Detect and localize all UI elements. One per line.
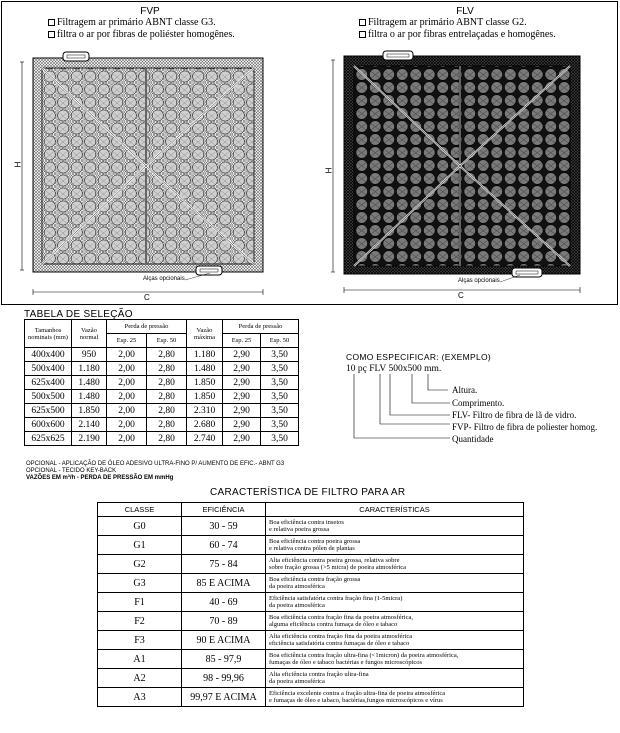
description-cell	[266, 517, 524, 536]
selection-cell: 2,80	[147, 376, 187, 390]
characteristics-title: CARACTERÍSTICA DE FILTRO PARA AR	[210, 487, 406, 498]
description-cell	[266, 688, 524, 707]
flv-dim-h: H	[324, 167, 334, 174]
selection-cell: 1.850	[72, 404, 107, 418]
selection-cell: 2,90	[223, 362, 261, 376]
selection-cell: 3,50	[261, 348, 299, 362]
selection-cell: 2,80	[147, 390, 187, 404]
selection-cell: 3,50	[261, 390, 299, 404]
characteristics-row	[98, 593, 524, 612]
selection-cell: 1.480	[72, 376, 107, 390]
description-cell	[266, 593, 524, 612]
col-esp50: Esp. 50	[147, 334, 187, 348]
spec-leader-lines	[340, 372, 460, 447]
col-flow-normal: Vazão normal	[72, 320, 107, 348]
description-line: Alta eficiência contra poeira grossa, relativa sobre	[269, 556, 400, 564]
efficiency-cell: 85 E ACIMA	[182, 574, 266, 593]
fvp-filter-drawing	[20, 52, 263, 295]
selection-cell: 2,00	[107, 376, 147, 390]
fvp-spec-line-2: filtra o ar por fibras de poliéster homogênes.	[48, 29, 235, 40]
flv-spec-line-1: Filtragem ar primário ABNT classe G2.	[359, 17, 527, 28]
selection-cell: 400x400	[25, 348, 72, 362]
selection-cell: 3,50	[261, 362, 299, 376]
characteristics-row	[98, 555, 524, 574]
selection-cell: 2,00	[107, 348, 147, 362]
description-line: e relativa poeira grossa	[269, 526, 330, 533]
selection-table-title: TABELA DE SELEÇÃO	[24, 309, 133, 320]
col-esp25b: Esp. 25	[223, 334, 261, 348]
col-esp50b: Esp. 50	[261, 334, 299, 348]
spec-label-length: Comprimento.	[452, 398, 505, 408]
selection-cell: 2,90	[223, 432, 261, 446]
characteristics-row	[98, 688, 524, 707]
fvp-dim-h: H	[13, 161, 23, 168]
description-cell	[266, 650, 524, 669]
description-line: Alta eficiência contra fração ultra-fina	[269, 670, 369, 678]
selection-cell: 2,80	[147, 348, 187, 362]
note-line: OPCIONAL - APLICAÇÃO DE ÓLEO ADESIVO ULTRA-FINO P/ AUMENTO DE EFIC.- ABNT G3	[26, 461, 285, 467]
selection-cell: 625x625	[25, 432, 72, 446]
col-pressure-drop: Perda de pressão	[107, 320, 187, 334]
selection-cell: 2,90	[223, 390, 261, 404]
selection-cell: 1.850	[187, 376, 223, 390]
note-line: VAZÕES EM m³/h - PERDA DE PRESSÃO EM mmHg	[26, 475, 174, 481]
description-cell	[266, 574, 524, 593]
selection-cell: 625x500	[25, 404, 72, 418]
selection-cell: 2,80	[147, 404, 187, 418]
selection-cell: 1.480	[187, 362, 223, 376]
selection-cell: 2.310	[187, 404, 223, 418]
spec-example: 10 pç FLV 500x500 mm.	[346, 364, 442, 374]
characteristics-row	[98, 536, 524, 555]
fvp-handle-label: Alças opcionais	[143, 276, 185, 282]
class-cell: F3	[98, 631, 182, 650]
col-class: CLASSE	[98, 503, 182, 517]
selection-cell: 1.850	[187, 390, 223, 404]
description-line: Eficiência satisfatória contra fração fina (1-5micra)	[269, 594, 403, 602]
note-line: OPCIONAL - TECIDO KEY-BACK	[26, 468, 117, 474]
efficiency-cell: 75 - 84	[182, 555, 266, 574]
class-cell: F2	[98, 612, 182, 631]
selection-cell: 2,00	[107, 418, 147, 432]
description-cell	[266, 612, 524, 631]
col-flow-max: Vazão máxima	[187, 320, 223, 348]
fvp-spec-line-1: Filtragem ar primário ABNT classe G3.	[48, 17, 216, 28]
flv-filter-drawing	[331, 51, 580, 293]
spec-label-quantity: Quantidade	[452, 434, 494, 444]
description-cell	[266, 669, 524, 688]
efficiency-cell: 85 - 97,9	[182, 650, 266, 669]
selection-cell: 2,00	[107, 432, 147, 446]
selection-cell: 2,00	[107, 362, 147, 376]
class-cell: F1	[98, 593, 182, 612]
class-cell: G1	[98, 536, 182, 555]
col-characteristics: CARACTERÍSTICAS	[266, 503, 524, 517]
class-cell: G3	[98, 574, 182, 593]
selection-cell: 3,50	[261, 432, 299, 446]
description-line: sobre fração grossa (>5 micra) de poeira atmosférica	[269, 564, 407, 571]
filter-drawings	[0, 0, 620, 305]
selection-cell: 1.180	[72, 362, 107, 376]
characteristics-row	[98, 631, 524, 650]
selection-row	[25, 404, 299, 418]
selection-table	[24, 319, 299, 446]
selection-row	[25, 432, 299, 446]
selection-cell: 625x400	[25, 376, 72, 390]
col-efficiency: EFICIÊNCIA	[182, 503, 266, 517]
selection-cell: 3,50	[261, 376, 299, 390]
selection-cell: 3,50	[261, 404, 299, 418]
selection-cell: 1.180	[187, 348, 223, 362]
selection-cell: 2.740	[187, 432, 223, 446]
selection-cell: 950	[72, 348, 107, 362]
description-line: e fumaças de óleo e tabaco, bactérias,fungos microscópicos e vírus	[269, 697, 443, 704]
selection-cell: 500x400	[25, 362, 72, 376]
selection-cell: 2,90	[223, 404, 261, 418]
description-line: eficiência satisfatória contra fumaças de óleo e tabaco	[269, 640, 410, 647]
class-cell: A2	[98, 669, 182, 688]
characteristics-row	[98, 612, 524, 631]
efficiency-cell: 60 - 74	[182, 536, 266, 555]
col-pressure-drop-2: Perda de pressão	[223, 320, 299, 334]
selection-cell: 2,80	[147, 418, 187, 432]
efficiency-cell: 98 - 99,96	[182, 669, 266, 688]
fvp-title: FVP	[140, 6, 160, 17]
selection-cell: 2,90	[223, 376, 261, 390]
selection-cell: 2,80	[147, 362, 187, 376]
selection-cell: 2.190	[72, 432, 107, 446]
class-cell: A1	[98, 650, 182, 669]
characteristics-row	[98, 517, 524, 536]
description-cell	[266, 555, 524, 574]
description-line: da poeira atmosférica	[269, 678, 325, 685]
class-cell: A3	[98, 688, 182, 707]
selection-cell: 2,00	[107, 390, 147, 404]
selection-cell: 2.140	[72, 418, 107, 432]
spec-title: COMO ESPECIFICAR: (EXEMPLO)	[346, 352, 492, 362]
description-line: da poeira atmosférica	[269, 602, 325, 609]
selection-cell: 600x600	[25, 418, 72, 432]
description-line: Eficiência excelente contra a fração ultra-fina de poeira atmosférica	[269, 689, 446, 697]
selection-cell: 2.680	[187, 418, 223, 432]
selection-row	[25, 390, 299, 404]
characteristics-row	[98, 574, 524, 593]
description-line: Boa eficiência contra fração grossa	[269, 575, 361, 583]
class-cell: G0	[98, 517, 182, 536]
efficiency-cell: 30 - 59	[182, 517, 266, 536]
efficiency-cell: 70 - 89	[182, 612, 266, 631]
efficiency-cell: 90 E ACIMA	[182, 631, 266, 650]
description-line: Boa eficiência contra poeira grossa	[269, 537, 361, 545]
selection-cell: 2,80	[147, 432, 187, 446]
fvp-dim-c: C	[144, 293, 150, 302]
selection-row	[25, 418, 299, 432]
description-cell	[266, 631, 524, 650]
selection-table-wrap	[24, 319, 299, 446]
col-sizes: Tamanhos nominais (mm)	[25, 320, 72, 348]
description-line: Boa eficiência contra fração fina da poeira atmosférica,	[269, 613, 413, 621]
description-line: Boa eficiência contra insetos	[269, 518, 344, 526]
selection-cell: 1.480	[72, 390, 107, 404]
description-line: fumaças de óleo e tabaco bactérias e fungos microscópicos	[269, 659, 423, 666]
selection-row	[25, 376, 299, 390]
characteristics-row	[98, 669, 524, 688]
selection-notes	[26, 461, 284, 482]
flv-title: FLV	[456, 6, 474, 17]
efficiency-cell: 40 - 69	[182, 593, 266, 612]
col-esp25: Esp. 25	[107, 334, 147, 348]
flv-spec-line-2: filtra o ar por fibras entrelaçadas e homogênes.	[359, 29, 556, 40]
selection-cell: 500x500	[25, 390, 72, 404]
class-cell: G2	[98, 555, 182, 574]
spec-label-height: Altura.	[452, 385, 478, 395]
spec-label-flv: FLV- Filtro de fibra de lã de vidro.	[452, 410, 577, 420]
selection-cell: 2,90	[223, 348, 261, 362]
selection-cell: 2,90	[223, 418, 261, 432]
description-line: alguma eficiência contra fumaça de óleo e tabaco	[269, 621, 398, 628]
flv-handle-label: Alças opcionais	[458, 278, 500, 284]
characteristics-row	[98, 650, 524, 669]
characteristics-table	[97, 502, 524, 707]
flv-dim-c: C	[458, 291, 464, 300]
selection-cell: 2,00	[107, 404, 147, 418]
description-line: e relativa contra pólen de plantas	[269, 545, 355, 552]
efficiency-cell: 99,97 E ACIMA	[182, 688, 266, 707]
description-line: Boa eficiência contra fração ultra-fina (<1micron) da poeira atmosférica,	[269, 651, 459, 659]
description-line: da poeira atmosférica	[269, 583, 325, 590]
description-line: Alta eficiência contra fração fina da poeira atmosférica	[269, 632, 413, 640]
description-cell	[266, 536, 524, 555]
selection-row	[25, 348, 299, 362]
selection-cell: 3,50	[261, 418, 299, 432]
selection-row	[25, 362, 299, 376]
spec-label-fvp: FVP- Filtro de fibra de poliester homog.	[452, 422, 598, 432]
